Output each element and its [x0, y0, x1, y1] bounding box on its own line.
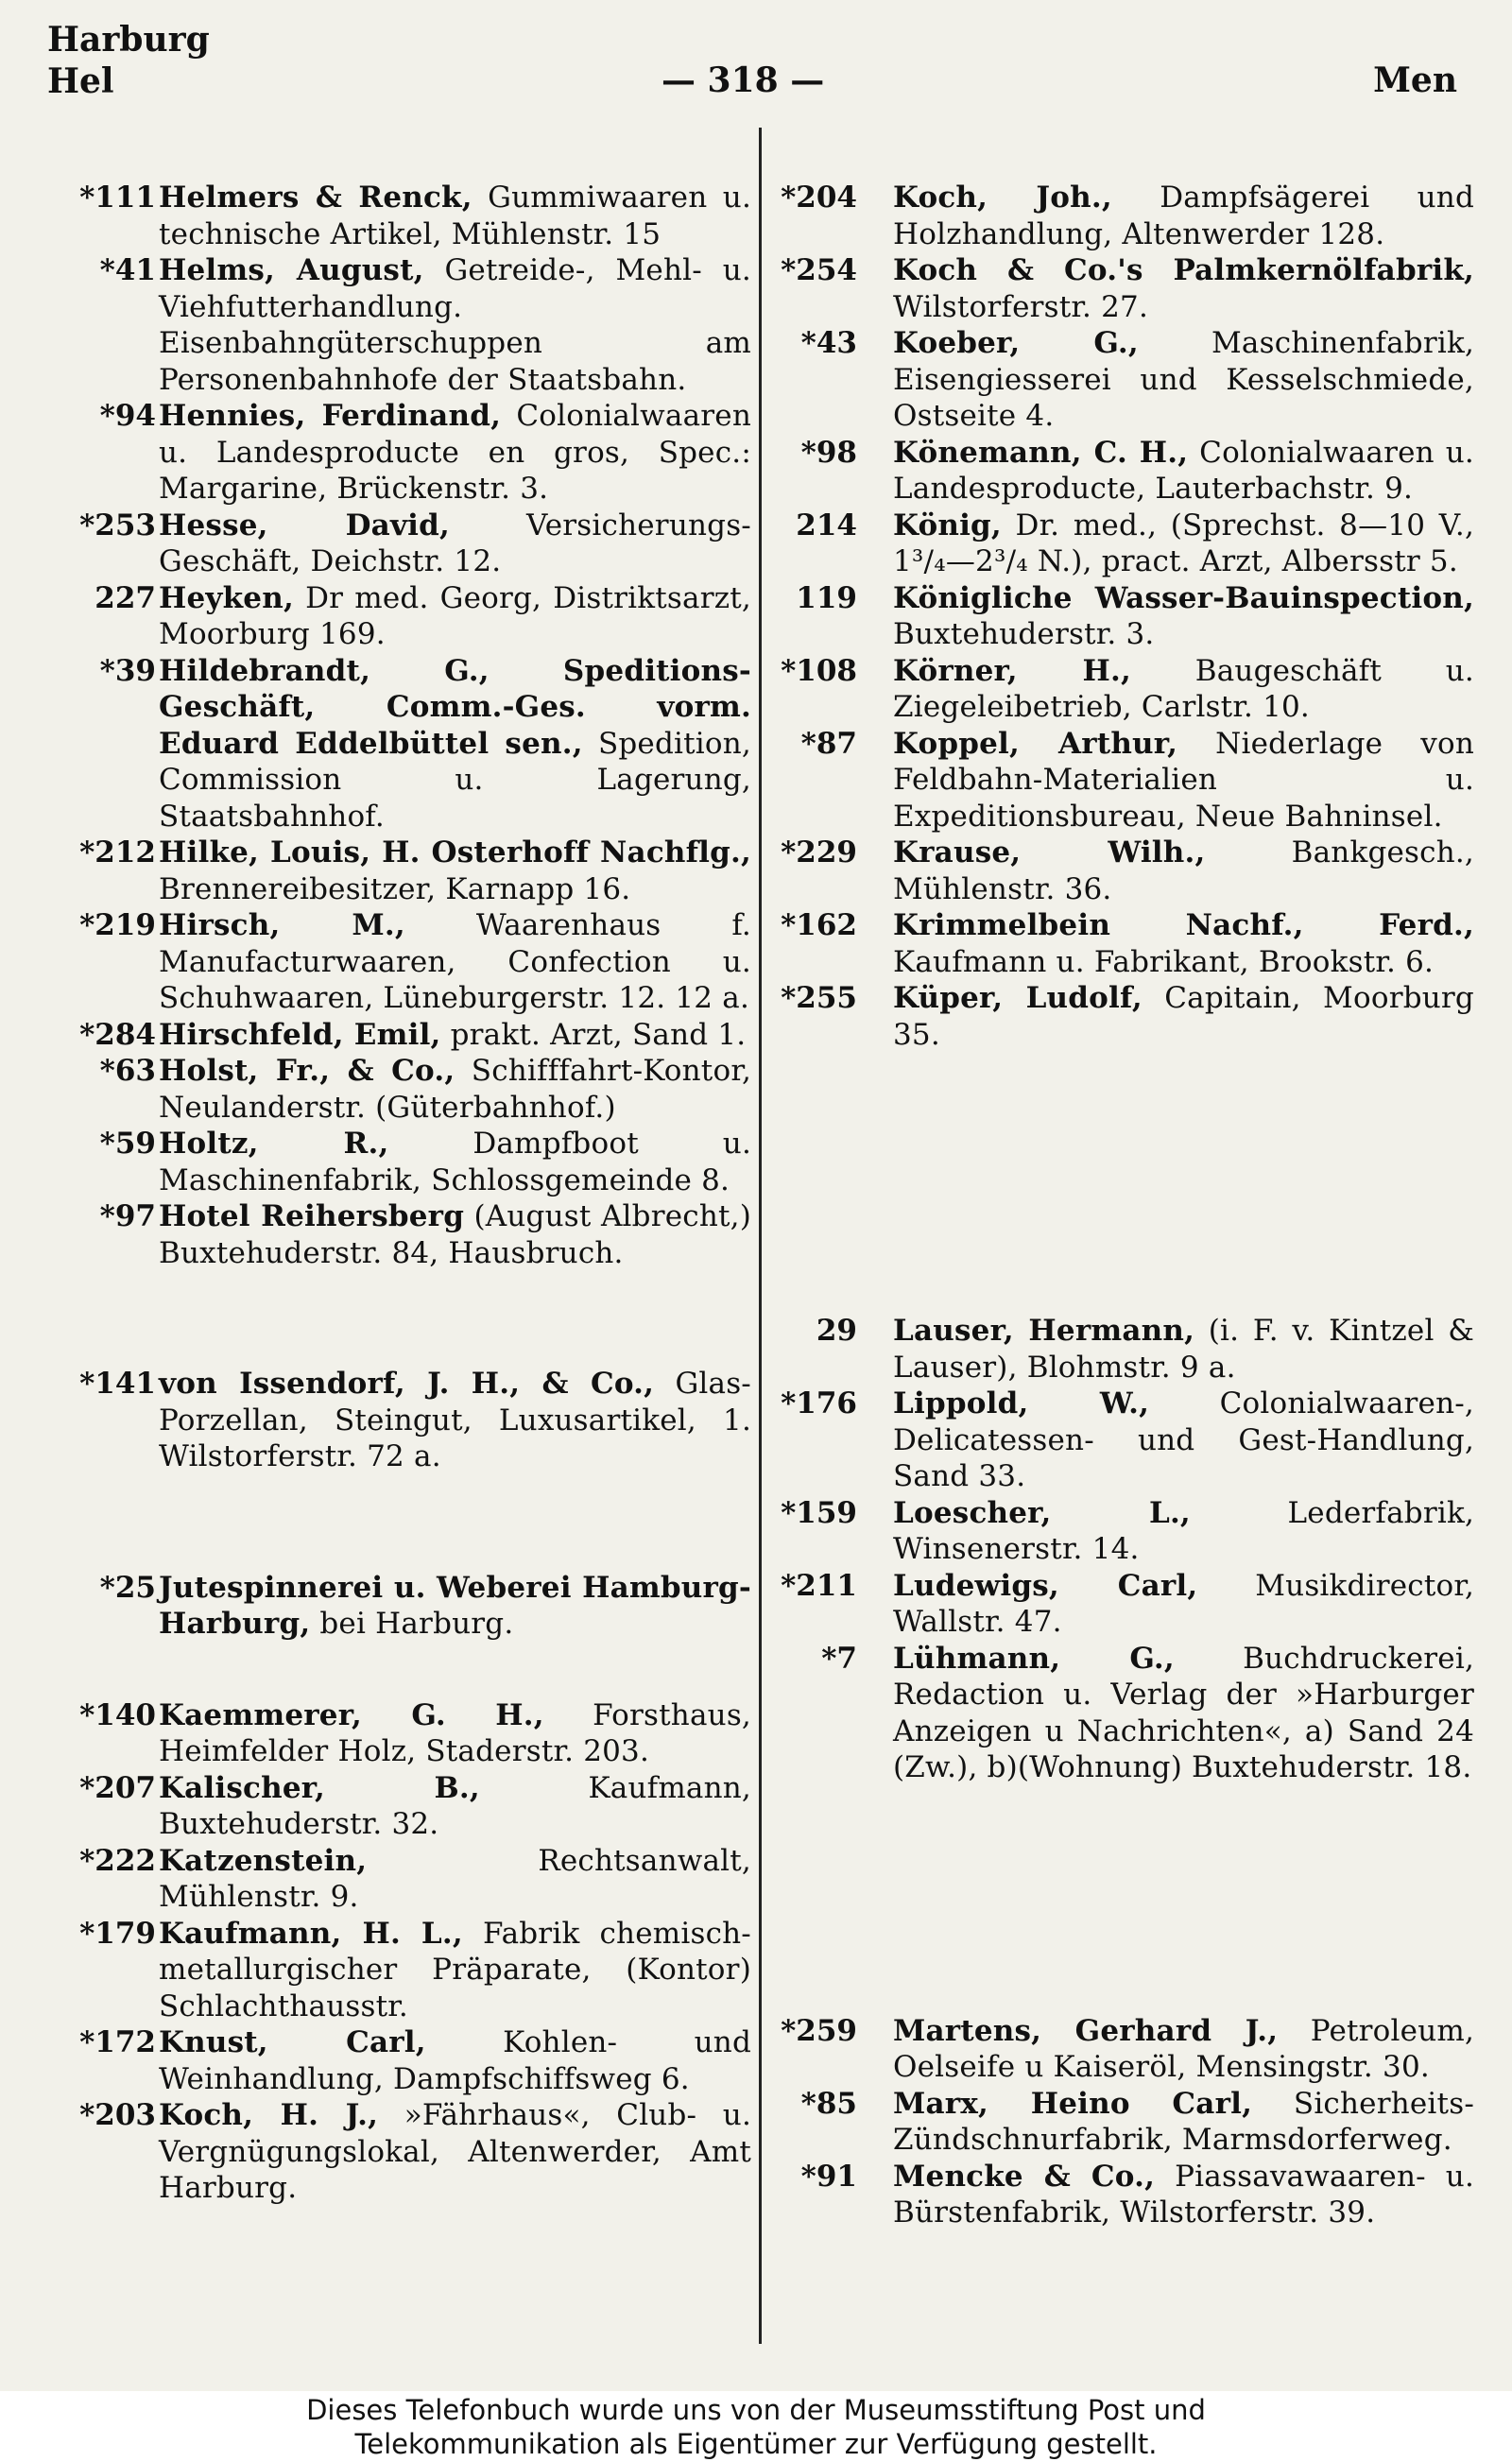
directory-entry	[770, 508, 1474, 580]
entry-name: Hotel Reihersberg	[159, 1199, 465, 1233]
directory-entry	[38, 1198, 751, 1271]
phone-number: 29	[816, 1314, 857, 1348]
entry-details: Waarenhaus f. Manufacturwaaren, Confection u. Schuhwaaren, Lüneburgerstr. 12. 12 a.	[159, 908, 751, 1015]
entry-name: Hilke, Louis, H. Osterhoff Nachflg.,	[159, 835, 751, 869]
entry-text	[159, 835, 751, 907]
header-range-end: Men	[1373, 60, 1457, 100]
directory-entry	[38, 398, 751, 508]
entry-name: Kaufmann, H. L.,	[159, 1916, 463, 1951]
phone-number: *43	[800, 326, 857, 360]
entry-name: Ludewigs, Carl,	[893, 1568, 1198, 1603]
phone-number: *140	[79, 1697, 156, 1732]
phone-number: *25	[99, 1570, 156, 1605]
phone-number: *159	[781, 1495, 857, 1530]
directory-entry	[770, 1386, 1474, 1495]
entry-text	[893, 726, 1474, 835]
phone-number: *255	[781, 981, 857, 1015]
phone-number: *91	[800, 2159, 857, 2194]
entry-name: Krimmelbein Nachf., Ferd.,	[893, 908, 1474, 942]
header-city: Harburg	[47, 20, 210, 60]
entry-details: Getreide-, Mehl- u. Viehfutterhandlung. Eisenbahngüterschuppen am Personenbahnhofe der Staatsbahn.	[159, 253, 751, 397]
entry-details: Brennereibesitzer, Karnapp 16.	[159, 871, 631, 906]
entry-text	[159, 180, 751, 252]
entry-details: Versicherungs-Geschäft, Deichstr. 12.	[159, 508, 751, 578]
phone-number: *111	[79, 181, 156, 215]
entry-name: Küper, Ludolf,	[893, 981, 1143, 1015]
phone-number: *254	[781, 253, 857, 287]
directory-entry	[38, 508, 751, 580]
phone-number: *253	[79, 508, 156, 542]
entry-name: Kaemmerer, G. H.,	[159, 1697, 544, 1732]
phone-number: *141	[79, 1367, 156, 1401]
entry-details: Dampfboot u. Maschinenfabrik, Schlossgemeinde 8.	[159, 1127, 751, 1197]
entry-name: Helmers & Renck,	[159, 181, 472, 215]
entry-details: Dr. med., (Sprechst. 8—10 V., 1³/₄—2³/₄ N.), pract. Arzt, Albersstr 5.	[893, 508, 1474, 578]
left-column	[38, 180, 751, 2207]
entry-text	[159, 398, 751, 508]
directory-entry	[770, 252, 1474, 325]
directory-entry	[770, 2013, 1474, 2086]
entry-name: Koeber, G.,	[893, 326, 1139, 360]
directory-entry	[770, 726, 1474, 835]
entry-details: Rechtsanwalt, Mühlenstr. 9.	[159, 1843, 751, 1914]
entry-details: prakt. Arzt, Sand 1.	[440, 1017, 747, 1052]
phone-number: *85	[800, 2086, 857, 2121]
directory-entry	[770, 1568, 1474, 1641]
entry-text	[159, 1570, 751, 1643]
directory-entry	[38, 1053, 751, 1126]
phone-number: *207	[79, 1770, 156, 1805]
phone-number: 214	[796, 508, 857, 542]
directory-entry	[38, 1770, 751, 1843]
entry-name: Körner, H.,	[893, 653, 1131, 688]
directory-entry	[38, 1697, 751, 1770]
phone-number: *63	[99, 1054, 156, 1088]
entry-name: Loescher, L.,	[893, 1495, 1191, 1530]
entry-name: Lühmann, G.,	[893, 1641, 1175, 1676]
entry-text	[893, 2013, 1474, 2086]
entry-text	[893, 1386, 1474, 1495]
directory-entry	[38, 1366, 751, 1475]
entry-details: (i. F. v. Kintzel & Lauser), Blohmstr. 9 a.	[893, 1314, 1475, 1385]
entry-text	[893, 2086, 1474, 2159]
directory-entry	[38, 2097, 751, 2207]
phone-number: *97	[99, 1199, 156, 1233]
header-range-start: Hel	[47, 61, 114, 101]
directory-entry	[770, 980, 1474, 1053]
directory-entry	[38, 180, 751, 252]
entry-details: Musikdirector, Wallstr. 47.	[893, 1568, 1475, 1639]
entry-text	[893, 2159, 1474, 2231]
entry-name: Koch & Co.'s Palmkernölfabrik,	[893, 253, 1474, 287]
entry-details: Lederfabrik, Winsenerstr. 14.	[893, 1495, 1474, 1566]
phone-number: *203	[79, 2098, 156, 2132]
phone-number: *39	[99, 653, 156, 688]
entry-name: Hennies, Ferdinand,	[159, 399, 502, 433]
entry-text	[893, 980, 1474, 1053]
entry-details: Sicherheits-Zündschnurfabrik, Marmsdorferweg.	[893, 2086, 1474, 2157]
entry-details: Colonialwaaren-, Delicatessen- und Gest-Handlung, Sand 33.	[893, 1386, 1474, 1493]
entry-name: Koppel, Arthur,	[893, 726, 1178, 761]
entry-text	[159, 1843, 751, 1916]
entry-name: von Issendorf, J. H., & Co.,	[159, 1367, 655, 1401]
entry-text	[893, 252, 1474, 325]
entry-text	[159, 1126, 751, 1198]
entry-details: Capitain, Moorburg 35.	[893, 981, 1474, 1052]
entry-name: König,	[893, 508, 1002, 542]
entry-name: Hirschfeld, Emil,	[159, 1017, 441, 1052]
entry-name: Königliche Wasser-Bauinspection,	[893, 580, 1474, 615]
entry-details: Gummiwaaren u. technische Artikel, Mühlenstr. 15	[159, 181, 752, 251]
entry-name: Marx, Heino Carl,	[893, 2086, 1253, 2121]
directory-entry	[770, 835, 1474, 907]
entry-text	[159, 1053, 751, 1126]
footer-notice	[0, 2391, 1512, 2462]
entry-name: Holst, Fr., & Co.,	[159, 1054, 455, 1088]
entry-details: Buchdruckerei, Redaction u. Verlag der »Harburger Anzeigen u Nachrichten«, a) Sand 24 (Zw.), b)(Wohnung) Buxtehuderstr. 18.	[893, 1641, 1475, 1784]
entry-details: Petroleum, Oelseife u Kaiseröl, Mensingstr. 30.	[893, 2013, 1475, 2084]
directory-entry	[38, 252, 751, 398]
entry-details: »Fährhaus«, Club- u. Vergnügungslokal, Altenwerder, Amt Harburg.	[159, 2098, 751, 2205]
phone-number: *259	[781, 2013, 857, 2048]
entry-name: Krause, Wilh.,	[893, 835, 1206, 869]
phone-number: *222	[79, 1843, 156, 1878]
phone-number: *219	[79, 908, 156, 942]
directory-entry	[38, 1843, 751, 1916]
entry-text	[159, 1366, 751, 1475]
entry-details: Baugeschäft u. Ziegeleibetrieb, Carlstr. 10.	[893, 653, 1474, 724]
entry-details: Dr med. Georg, Distriktsarzt, Moorburg 169.	[159, 580, 751, 651]
directory-entry	[770, 1495, 1474, 1568]
directory-entry	[38, 835, 751, 907]
directory-entry	[770, 1641, 1474, 1786]
entry-details: Colonialwaaren u. Landesproducte en gros, Spec.: Margarine, Brückenstr. 3.	[159, 399, 751, 506]
entry-details: Buxtehuderstr. 3.	[893, 617, 1155, 651]
entry-text	[159, 653, 751, 835]
entry-details: Wilstorferstr. 27.	[893, 289, 1149, 324]
phone-number: *176	[781, 1386, 857, 1420]
phone-number: *94	[99, 399, 156, 433]
phone-number: *284	[79, 1017, 156, 1052]
entry-text	[159, 1017, 751, 1054]
entry-details: Kaufmann, Buxtehuderstr. 32.	[159, 1770, 751, 1841]
directory-entry	[38, 1126, 751, 1198]
entry-details: Dampfsägerei und Holzhandlung, Altenwerder 128.	[893, 181, 1474, 251]
entry-details: Kohlen- und Weinhandlung, Dampfschiffsweg 6.	[159, 2025, 751, 2096]
entry-name: Hildebrandt, G., Speditions-Geschäft, Comm.-Ges. vorm. Eduard Eddelbüttel sen.,	[159, 653, 751, 761]
entry-details: Kaufmann u. Fabrikant, Brookstr. 6.	[893, 944, 1435, 979]
entry-text	[159, 907, 751, 1017]
entry-name: Könemann, C. H.,	[893, 435, 1189, 470]
entry-name: Hesse, David,	[159, 508, 450, 542]
directory-entry	[38, 653, 751, 835]
entry-details: Spedition, Commission u. Lagerung, Staatsbahnhof.	[159, 726, 751, 834]
entry-text	[159, 1198, 751, 1271]
phone-number: *211	[781, 1568, 857, 1603]
directory-entry	[38, 1017, 751, 1054]
entry-details: Fabrik chemisch-metallurgischer Präparate, (Kontor) Schlachthausstr.	[159, 1916, 751, 2023]
phone-number: 119	[796, 580, 857, 615]
entry-details: (August Albrecht,) Buxtehuderstr. 84, Hausbruch.	[159, 1199, 751, 1270]
phone-number: *204	[781, 181, 857, 215]
entry-text	[159, 252, 751, 398]
entry-name: Lauser, Hermann,	[893, 1314, 1195, 1348]
entry-details: Colonialwaaren u. Landesproducte, Lauterbachstr. 9.	[893, 435, 1474, 506]
entry-text	[893, 1568, 1474, 1641]
entry-name: Knust, Carl,	[159, 2025, 426, 2059]
directory-entry	[770, 325, 1474, 435]
entry-name: Martens, Gerhard J.,	[893, 2013, 1279, 2048]
entry-name: Holtz, R.,	[159, 1127, 389, 1161]
phone-number: *179	[79, 1916, 156, 1951]
entry-text	[893, 435, 1474, 508]
entry-text	[159, 1770, 751, 1843]
entry-details: Piassavawaaren- u. Bürstenfabrik, Wilstorferstr. 39.	[893, 2159, 1475, 2230]
directory-entry	[770, 2159, 1474, 2231]
phone-number: *98	[800, 435, 857, 470]
entry-text	[893, 1641, 1474, 1786]
entry-text	[893, 580, 1474, 653]
page-number: — 318 —	[662, 60, 825, 100]
phone-number: *162	[781, 908, 857, 942]
entry-text	[893, 1313, 1474, 1386]
entry-details: Schifffahrt-Kontor, Neulanderstr. (Güterbahnhof.)	[159, 1054, 751, 1125]
entry-text	[159, 2024, 751, 2097]
column-divider	[759, 128, 762, 2344]
directory-entry	[38, 1916, 751, 2025]
entry-text	[159, 1916, 751, 2025]
phone-number: 227	[94, 580, 156, 615]
entry-name: Koch, Joh.,	[893, 181, 1112, 215]
entry-text	[893, 835, 1474, 907]
entry-name: Katzenstein,	[159, 1843, 368, 1878]
directory-entry	[770, 2086, 1474, 2159]
entry-name: Mencke & Co.,	[893, 2159, 1156, 2194]
phone-number: *7	[821, 1641, 857, 1676]
entry-text	[893, 653, 1474, 726]
entry-text	[159, 508, 751, 580]
entry-name: Jutespinnerei u. Weberei Hamburg-Harburg,	[159, 1570, 751, 1641]
directory-entry	[38, 907, 751, 1017]
directory-entry	[770, 653, 1474, 726]
entry-name: Koch, H. J.,	[159, 2098, 379, 2132]
phone-number: *229	[781, 835, 857, 869]
right-column	[770, 180, 1474, 2231]
directory-entry	[38, 1570, 751, 1643]
entry-text	[893, 325, 1474, 435]
entry-details: Maschinenfabrik, Eisengiesserei und Kesselschmiede, Ostseite 4.	[893, 326, 1474, 433]
phone-number: *41	[99, 253, 156, 287]
directory-entry	[38, 580, 751, 653]
entry-details: Niederlage von Feldbahn-Materialien u. Expeditionsbureau, Neue Bahninsel.	[893, 726, 1474, 834]
entry-name: Lippold, W.,	[893, 1386, 1150, 1420]
footer-line-2: Telekommunikation als Eigentümer zur Verfügung gestellt.	[354, 2428, 1158, 2460]
directory-entry	[770, 180, 1474, 252]
entry-text	[159, 2097, 751, 2207]
phone-number: *87	[800, 726, 857, 761]
phone-number: *212	[79, 835, 156, 869]
phone-number: *172	[79, 2025, 156, 2059]
entry-name: Kalischer, B.,	[159, 1770, 480, 1805]
entry-text	[893, 907, 1474, 980]
footer-line-1: Dieses Telefonbuch wurde uns von der Museumsstiftung Post und	[306, 2394, 1206, 2426]
entry-details: Glas-Porzellan, Steingut, Luxusartikel, 1. Wilstorferstr. 72 a.	[159, 1367, 751, 1473]
entry-text	[893, 1495, 1474, 1568]
phone-number: *59	[99, 1127, 156, 1161]
phone-number: *108	[781, 653, 857, 688]
directory-entry	[770, 907, 1474, 980]
entry-text	[159, 1697, 751, 1770]
entry-name: Hirsch, M.,	[159, 908, 405, 942]
directory-entry	[770, 580, 1474, 653]
entry-details: Forsthaus, Heimfelder Holz, Staderstr. 203.	[159, 1697, 751, 1768]
directory-entry	[770, 1313, 1474, 1386]
entry-name: Helms, August,	[159, 253, 424, 287]
entry-details: bei Harburg.	[310, 1607, 514, 1641]
entry-text	[893, 508, 1474, 580]
page-header-left	[47, 19, 210, 102]
entry-text	[893, 180, 1474, 252]
directory-entry	[38, 2024, 751, 2097]
entry-text	[159, 580, 751, 653]
entry-details: Bankgesch., Mühlenstr. 36.	[893, 835, 1474, 906]
entry-name: Heyken,	[159, 580, 294, 615]
directory-entry	[770, 435, 1474, 508]
